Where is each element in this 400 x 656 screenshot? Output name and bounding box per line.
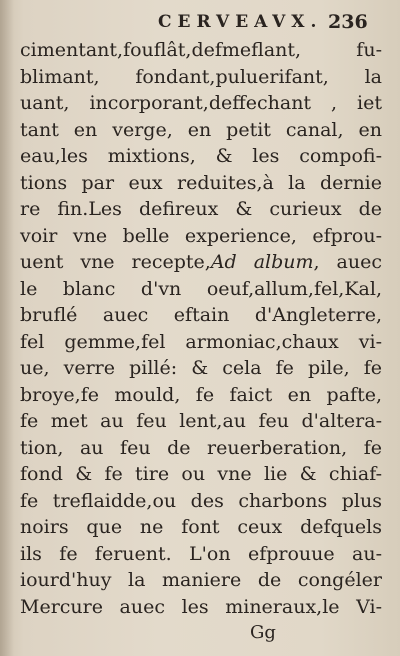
text-line-9-start: uent vne recepte, xyxy=(20,251,211,273)
page-header xyxy=(0,12,400,36)
body-text xyxy=(20,37,382,620)
page-number: 236 xyxy=(328,11,368,33)
text-line-7: re fin.Les defireux & curieux de xyxy=(20,198,382,220)
text-line-17: fond & fe tire ou vne lie & chiaf- xyxy=(20,463,382,485)
signature-mark: Gg xyxy=(250,622,276,643)
italic-phrase: Ad album xyxy=(210,251,314,273)
text-line-15: fe met au feu lent,au feu d'altera- xyxy=(20,410,382,432)
text-line-8: voir vne belle experience, efprou- xyxy=(20,224,382,247)
text-line-10: le blanc d'vn oeuf,allum,fel,Kal, xyxy=(20,277,382,300)
text-line-9-end: , auec xyxy=(313,251,382,273)
text-line-18: fe treflaidde,ou des charbons plus xyxy=(20,489,382,512)
text-line-13: ue, verre pillé: & cela fe pile, fe xyxy=(20,357,382,379)
text-line-12: fel gemme,fel armoniac,chaux vi- xyxy=(20,330,382,353)
text-line-14: broye,fe mould, fe faict en pafte, xyxy=(20,383,382,406)
text-line-20: ils fe feruent. L'on efprouue au- xyxy=(20,542,382,565)
text-line-4: tant en verge, en petit canal, en xyxy=(20,118,382,141)
text-line-21: iourd'huy la maniere de congéler xyxy=(20,569,382,591)
text-line-9 xyxy=(20,249,382,276)
text-line-1: cimentant,fouflât,defmeflant, fu- xyxy=(20,39,382,61)
text-line-5: eau,les mixtions, & les compofi- xyxy=(20,145,382,167)
text-line-3: uant, incorporant,deffechant , iet xyxy=(20,92,382,114)
gutter-shadow xyxy=(0,0,14,656)
text-line-6: tions par eux reduites,à la dernie xyxy=(20,171,382,194)
running-head: CERVEAVX. xyxy=(158,12,323,32)
text-line-19: noirs que ne font ceux defquels xyxy=(20,516,382,538)
text-line-2: blimant, fondant,puluerifant, la xyxy=(20,65,382,88)
text-line-16: tion, au feu de reuerberation, fe xyxy=(20,436,382,459)
text-line-22: Mercure auec les mineraux,le Vi- xyxy=(20,595,382,618)
text-line-11: bruflé auec eftain d'Angleterre, xyxy=(20,304,382,326)
